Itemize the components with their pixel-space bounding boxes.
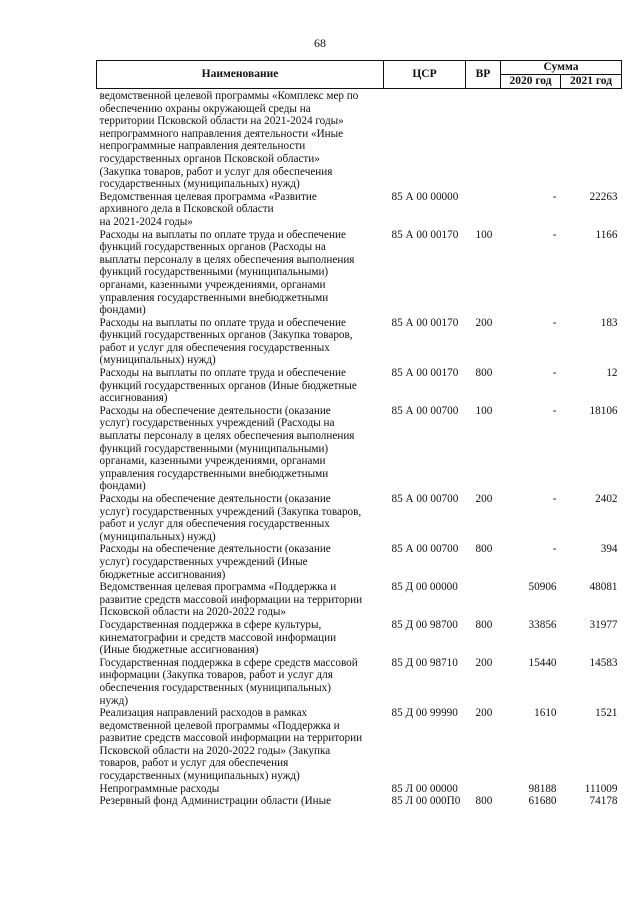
row-sum-2020: 50906 — [528, 581, 557, 594]
row-sum-2021: 14583 — [589, 656, 618, 669]
table-body — [97, 89, 622, 808]
table-row — [97, 89, 622, 191]
table-row — [97, 191, 622, 229]
row-sum-2020: 1610 — [534, 707, 557, 720]
header-csr: ЦСР — [384, 61, 466, 89]
table-row — [97, 783, 622, 796]
row-name: Расходы на обеспечение деятельности (оказание услуг) государственных учреждений (Закупка товаров, работ и услуг для обеспечения государственных (муниципальных) нужд) — [99, 493, 362, 543]
row-sum-2021: 12 — [606, 367, 618, 380]
row-sum-2021: 22263 — [589, 190, 618, 203]
table-row — [97, 317, 622, 367]
row-vr — [466, 783, 501, 796]
table-row — [97, 581, 622, 619]
row-sum-2020: 15440 — [528, 656, 557, 669]
row-name: Реализация направлений расходов в рамках ведомственной целевой программы «Поддержка и развитие средств массовой информации на территории Псковской области на 2020-2022 годы» (Закупка товаров, работ и услуг для обеспечения государственных (муниципальных) нужд) — [99, 707, 363, 783]
row-csr: 85 А 00 00170 — [391, 367, 459, 380]
row-sum-2021: 394 — [600, 543, 618, 556]
row-name: Ведомственная целевая программа «Развитие архивного дела в Псковской области на 2021-2024 годы» — [99, 190, 317, 228]
budget-table — [96, 60, 622, 808]
table-row — [97, 493, 622, 543]
row-vr: 800 — [475, 367, 493, 380]
row-sum-2021: 111009 — [584, 782, 618, 795]
row-vr: 800 — [475, 543, 493, 556]
row-vr — [466, 89, 501, 191]
row-name: Ведомственная целевая программа «Поддержка и развитие средств массовой информации на территории Псковской области на 2020-2022 годы» — [99, 581, 363, 619]
row-sum-2021: 1521 — [595, 707, 618, 720]
row-sum-2020: - — [552, 404, 557, 417]
row-vr: 200 — [475, 707, 493, 720]
row-csr: 85 А 00 00170 — [391, 316, 459, 329]
row-sum-2021: 31977 — [589, 618, 618, 631]
table-row — [97, 367, 622, 405]
table-row — [97, 707, 622, 783]
row-sum-2020: - — [552, 367, 557, 380]
row-csr — [384, 89, 466, 191]
row-sum-2020: - — [552, 493, 557, 505]
row-sum-2021: 74178 — [589, 795, 618, 808]
row-csr: 85 А 00 00700 — [391, 543, 459, 556]
row-csr: 85 А 00 00170 — [391, 228, 459, 241]
row-sum-2021 — [561, 89, 622, 191]
row-name: Расходы на выплаты по оплате труда и обеспечение функций государственных органов (Закупка товаров, работ и услуг для обеспечения государственных (муниципальных) нужд) — [99, 316, 353, 367]
row-csr: 85 Д 00 99990 — [391, 707, 458, 720]
row-csr: 85 А 00 00000 — [391, 190, 459, 203]
row-vr: 200 — [475, 316, 493, 329]
row-sum-2020: - — [552, 228, 557, 241]
table-row — [97, 405, 622, 493]
row-csr: 85 Д 00 98700 — [391, 618, 458, 631]
table-row — [97, 795, 622, 808]
row-vr: 100 — [475, 404, 493, 417]
row-csr: 85 Д 00 98710 — [391, 656, 458, 669]
row-sum-2021: 1166 — [595, 228, 618, 241]
row-sum-2021: 183 — [600, 316, 618, 329]
page-number: 68 — [314, 36, 326, 50]
row-vr: 200 — [475, 493, 493, 505]
row-name: Расходы на обеспечение деятельности (оказание услуг) государственных учреждений (Иные бюджетные ассигнования) — [99, 543, 331, 581]
header-year-2021: 2021 год — [561, 75, 622, 89]
row-csr: 85 Л 00 00000 — [391, 782, 458, 795]
row-sum-2020: 33856 — [528, 618, 557, 631]
row-sum-2021: 48081 — [589, 581, 618, 594]
header-vr: ВР — [466, 61, 501, 89]
row-name: Государственная поддержка в сфере средств массовой информации (Закупка товаров, работ и услуг для обеспечения государственных (муниципальных) нужд) — [99, 656, 358, 707]
row-name: ведомственной целевой программы «Комплекс мер по обеспечению охраны окружающей среды на территории Псковской области на 2021-2024 годы» непрограммного направления деятельности «Иные непрограммные направления деятельности государственных органов Псковской области» (Закупка товаров, работ и услуг для обеспечения государственных (муниципальных) нужд) — [99, 90, 359, 191]
row-name: Резервный фонд Администрации области (Иные — [99, 795, 332, 808]
row-vr — [466, 191, 501, 229]
row-name: Непрограммные расходы — [99, 782, 220, 795]
row-sum-2020: 61680 — [528, 795, 557, 808]
header-name: Наименование — [97, 61, 384, 89]
table-row — [97, 619, 622, 657]
row-vr: 800 — [475, 795, 493, 808]
row-name: Расходы на выплаты по оплате труда и обеспечение функций государственных органов (Расходы на выплаты персоналу в целях обеспечения выполнения функций государственными (муниципальными) органами, казенными учреждениями, органами управления государственными внебюджетными фондами) — [99, 228, 355, 317]
table-header — [97, 61, 622, 89]
row-name: Расходы на обеспечение деятельности (оказание услуг) государственных учреждений (Расходы на выплаты персоналу в целях обеспечения выполнения функций государственными (муниципальными) органами, казенными учреждениями, органами управления государственными внебюджетными фондами) — [99, 404, 355, 493]
row-csr: 85 А 00 00700 — [391, 404, 459, 417]
table-row — [97, 657, 622, 707]
header-year-2020: 2020 год — [501, 75, 561, 89]
row-csr: 85 Д 00 00000 — [391, 581, 458, 594]
row-sum-2021: 18106 — [589, 404, 618, 417]
row-csr: 85 Л 00 000П0 — [391, 795, 461, 808]
row-vr: 100 — [475, 228, 493, 241]
row-sum-2020 — [501, 89, 561, 191]
row-vr: 800 — [475, 618, 493, 631]
row-sum-2021: 2402 — [595, 493, 618, 505]
row-csr: 85 А 00 00700 — [391, 493, 459, 505]
row-name: Расходы на выплаты по оплате труда и обеспечение функций государственных органов (Иные бюджетные ассигнования) — [99, 367, 357, 405]
row-vr — [466, 581, 501, 619]
header-sum: Сумма — [501, 61, 622, 75]
row-sum-2020: - — [552, 543, 557, 556]
row-vr: 200 — [475, 656, 493, 669]
row-sum-2020: - — [552, 190, 557, 203]
table-row — [97, 229, 622, 317]
row-name: Государственная поддержка в сфере культуры, кинематографии и средств массовой информации (Иные бюджетные ассигнования) — [99, 618, 337, 657]
row-sum-2020: 98188 — [528, 782, 557, 795]
table-row — [97, 543, 622, 581]
row-sum-2020: - — [552, 316, 557, 329]
